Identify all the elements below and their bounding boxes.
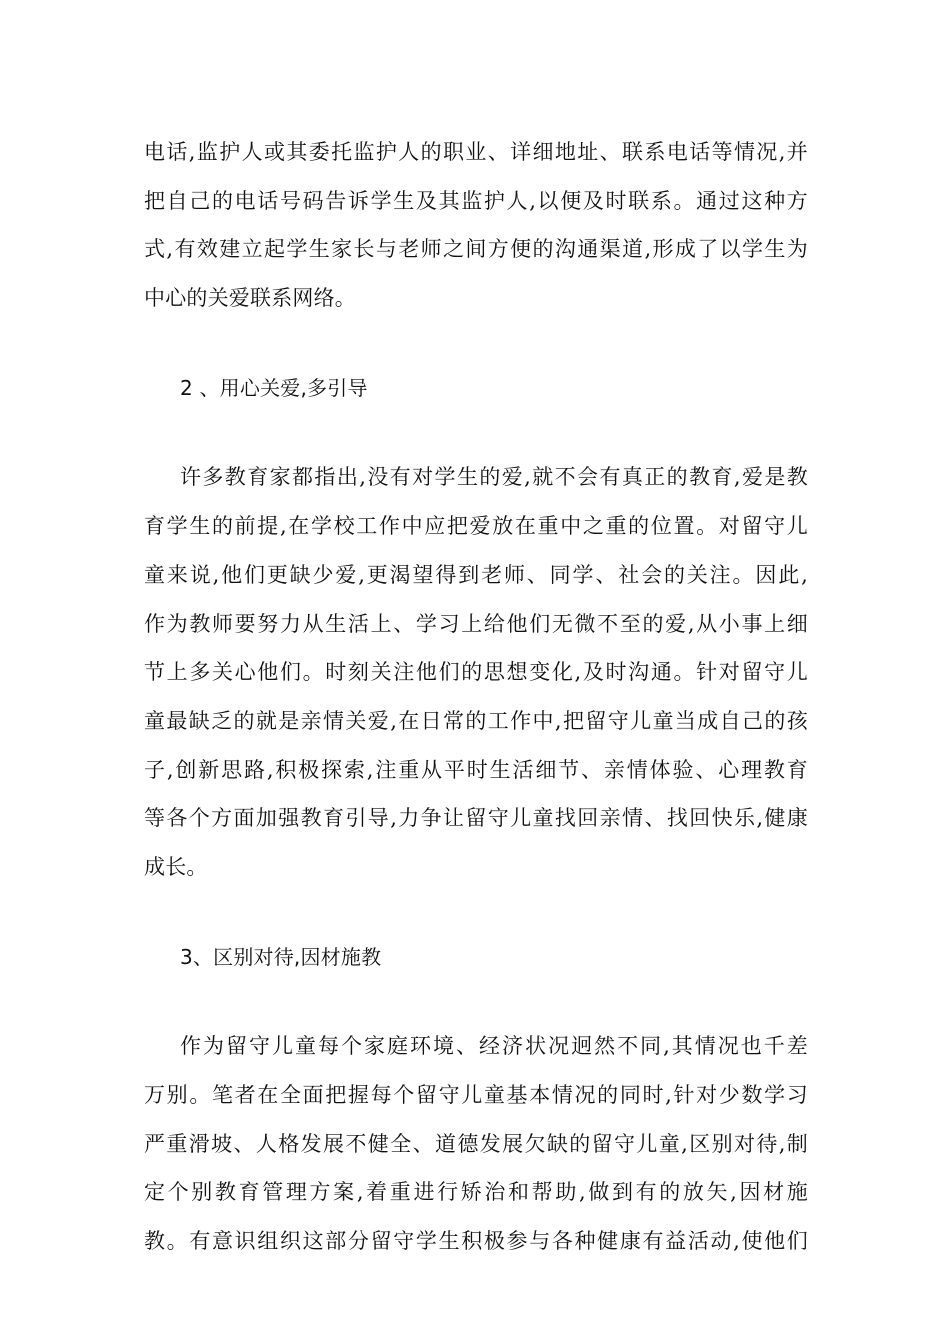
paragraph-individual-teaching <box>144 1022 808 1265</box>
text-line: 严重滑坡、人格发展不健全、道德发展欠缺的留守儿童,区别对待,制 <box>144 1131 808 1156</box>
text-line: 节上多关心他们。时刻关注他们的思想变化,及时沟通。针对留守儿 <box>144 660 808 685</box>
text-line: 童最缺乏的就是亲情关爱,在日常的工作中,把留守儿童当成自己的孩 <box>144 708 808 733</box>
text-line: 育学生的前提,在学校工作中应把爱放在重中之重的位置。对留守儿 <box>144 514 808 539</box>
text-line: 童来说,他们更缺少爱,更渴望得到老师、同学、社会的关注。因此, <box>144 562 808 587</box>
text-line: 电话,监护人或其委托监护人的职业、详细地址、联系电话等情况,并 <box>144 140 808 164</box>
text-line: 许多教育家都指出,没有对学生的爱,就不会有真正的教育,爱是教 <box>180 465 808 490</box>
text-line: 把自己的电话号码告诉学生及其监护人,以便及时联系。通过这种方 <box>144 188 808 213</box>
section-heading-3: 3、区别对待,因材施教 <box>180 944 382 969</box>
text-line: 定个别教育管理方案,着重进行矫治和帮助,做到有的放矢,因材施 <box>144 1180 808 1205</box>
document-body <box>144 128 808 1266</box>
section-heading-2: 2 、用心关爱,多引导 <box>180 375 368 400</box>
paragraph-care-guidance <box>144 453 808 891</box>
text-line: 万别。笔者在全面把握每个留守儿童基本情况的同时,针对少数学习 <box>144 1083 808 1107</box>
text-line: 式,有效建立起学生家长与老师之间方便的沟通渠道,形成了以学生为 <box>144 237 808 262</box>
text-line: 中心的关爱联系网络。 <box>144 286 356 311</box>
text-line: 教。有意识组织这部分留守学生积极参与各种健康有益活动,使他们 <box>144 1229 808 1254</box>
text-line: 作为教师要努力从生活上、学习上给他们无微不至的爱,从小事上细 <box>144 611 808 636</box>
paragraph-contact-network <box>144 128 808 323</box>
text-line: 成长。 <box>144 854 208 879</box>
text-line: 等各个方面加强教育引导,力争让留守儿童找回亲情、找回快乐,健康 <box>144 806 808 831</box>
text-line: 作为留守儿童每个家庭环境、经济状况迥然不同,其情况也千差 <box>180 1034 808 1059</box>
text-line: 子,创新思路,积极探索,注重从平时生活细节、亲情体验、心理教育 <box>144 757 808 782</box>
